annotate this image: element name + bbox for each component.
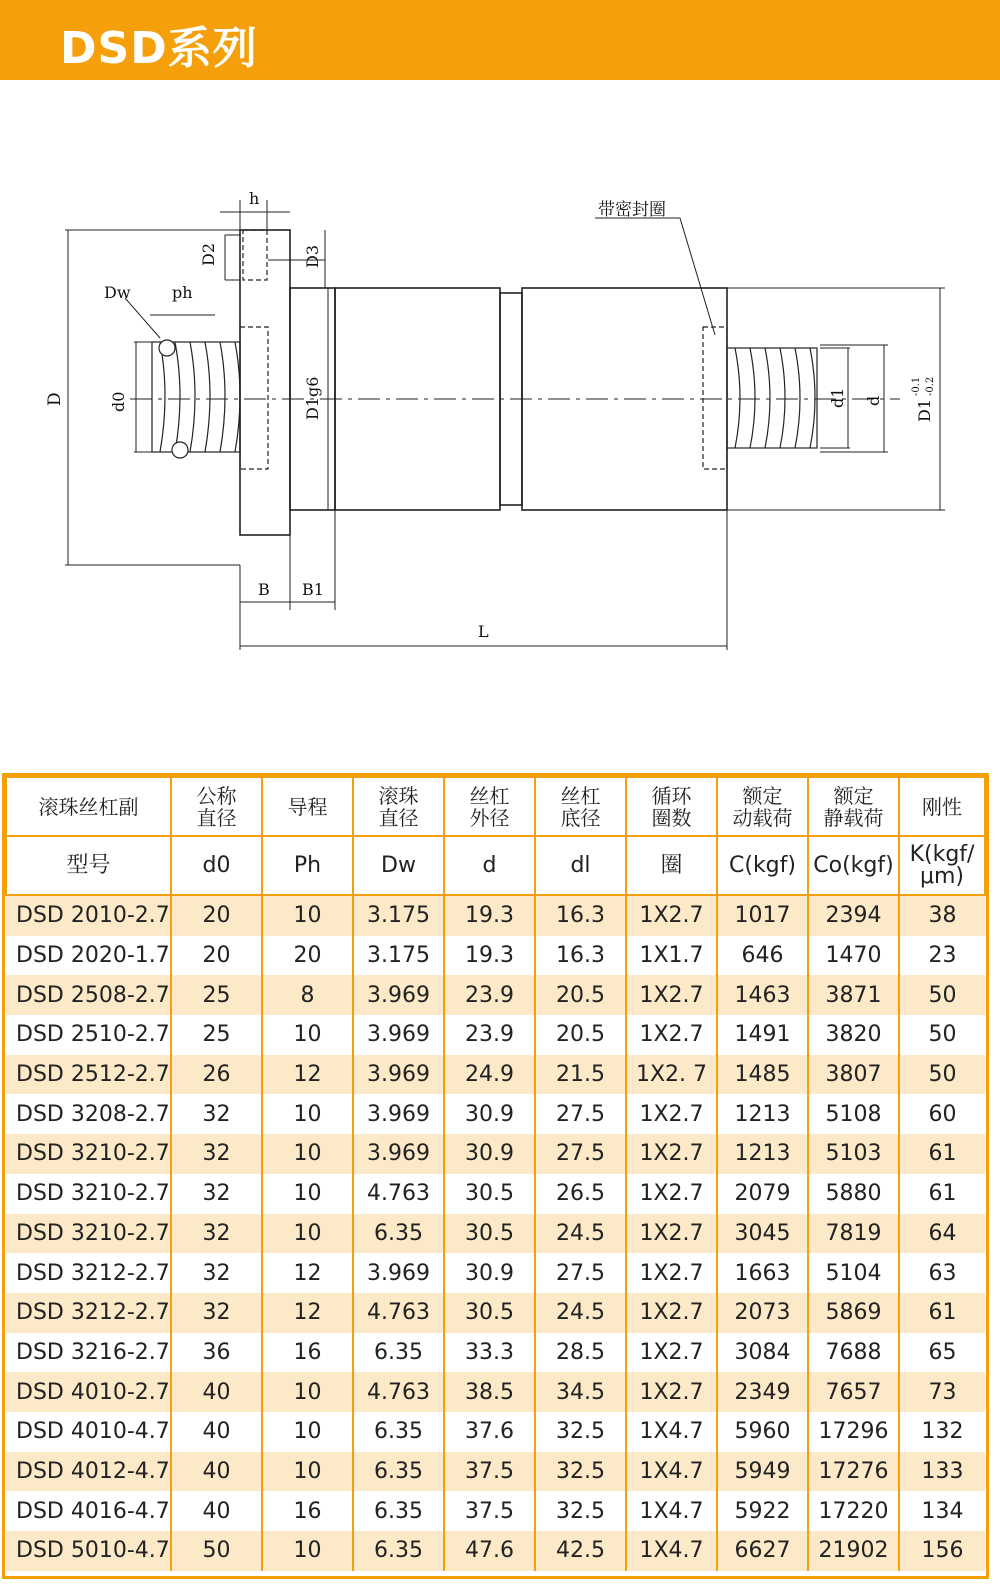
value-cell: 1463 <box>717 975 808 1015</box>
value-cell: 1X1.7 <box>626 936 717 976</box>
table-row <box>6 1094 985 1134</box>
screw-thread-right <box>735 348 815 448</box>
value-cell: 4.763 <box>353 1372 444 1412</box>
table-row <box>6 1293 985 1333</box>
header-text: d <box>482 852 497 878</box>
value-cell: 3.969 <box>353 1055 444 1095</box>
header-text: Co(kgf) <box>813 852 894 878</box>
value-cell: 10 <box>262 1531 353 1571</box>
value-cell: 6.35 <box>353 1491 444 1531</box>
label-tol-lower: -0.2 <box>925 376 936 396</box>
value-cell: 3.969 <box>353 1094 444 1134</box>
label-d: d <box>864 395 883 406</box>
value-cell: 1X2.7 <box>626 1372 717 1412</box>
value-cell: 5922 <box>717 1491 808 1531</box>
value-cell: 1491 <box>717 1015 808 1055</box>
value-cell: 1X2.7 <box>626 1214 717 1254</box>
value-cell: 26.5 <box>535 1174 626 1214</box>
header-text: 静载荷 <box>823 805 884 830</box>
value-cell: 1X2.7 <box>626 1174 717 1214</box>
value-cell: 2079 <box>717 1174 808 1214</box>
value-cell: 3084 <box>717 1333 808 1373</box>
value-cell: 17296 <box>808 1412 899 1452</box>
table-row <box>6 1015 985 1055</box>
label-h: h <box>249 189 260 208</box>
label-D3: D3 <box>303 244 322 268</box>
model-cell: DSD 3210-2.7 <box>6 1134 171 1174</box>
value-cell: 30.9 <box>444 1094 535 1134</box>
header-cell <box>535 836 626 895</box>
label-seal: 带密封圈 <box>598 200 666 220</box>
value-cell: 37.6 <box>444 1412 535 1452</box>
header-cell <box>899 836 985 895</box>
value-cell: 3807 <box>808 1055 899 1095</box>
value-cell: 3.969 <box>353 1134 444 1174</box>
title-banner <box>0 0 1000 80</box>
header-text: 额定 <box>742 783 783 808</box>
value-cell: 1X2.7 <box>626 1253 717 1293</box>
value-cell: 1213 <box>717 1094 808 1134</box>
label-D1-tol: D1 <box>915 398 934 422</box>
value-cell: 1X4.7 <box>626 1491 717 1531</box>
model-cell: DSD 4010-2.7 <box>6 1372 171 1412</box>
model-cell: DSD 2512-2.7 <box>6 1055 171 1095</box>
value-cell: 30.5 <box>444 1174 535 1214</box>
header-row-names <box>6 777 985 836</box>
value-cell: 3.175 <box>353 895 444 936</box>
value-cell: 38 <box>899 895 985 936</box>
table-row <box>6 1174 985 1214</box>
value-cell: 63 <box>899 1253 985 1293</box>
value-cell: 1X2.7 <box>626 1015 717 1055</box>
header-text: C(kgf) <box>729 852 796 878</box>
spec-table-frame <box>2 773 989 1579</box>
value-cell: 40 <box>171 1412 262 1452</box>
value-cell: 32.5 <box>535 1452 626 1492</box>
header-cell <box>717 836 808 895</box>
flange <box>240 230 290 535</box>
label-D1g6: D1g6 <box>303 376 322 420</box>
value-cell: 28.5 <box>535 1333 626 1373</box>
table-row <box>6 1333 985 1373</box>
header-cell <box>626 777 717 836</box>
value-cell: 1X4.7 <box>626 1452 717 1492</box>
header-row-symbols <box>6 836 985 895</box>
table-row <box>6 975 985 1015</box>
header-cell <box>535 777 626 836</box>
value-cell: 26 <box>171 1055 262 1095</box>
value-cell: 20 <box>171 895 262 936</box>
header-text: 直径 <box>196 805 237 830</box>
header-text: 公称 <box>196 783 237 808</box>
value-cell: 21902 <box>808 1531 899 1571</box>
header-cell <box>808 836 899 895</box>
spec-table <box>5 776 986 1571</box>
header-text: 滚珠丝杠副 <box>38 794 139 819</box>
label-tol-upper: -0.1 <box>911 376 922 396</box>
value-cell: 6.35 <box>353 1412 444 1452</box>
value-cell: 23.9 <box>444 975 535 1015</box>
value-cell: 20 <box>171 936 262 976</box>
value-cell: 2394 <box>808 895 899 936</box>
value-cell: 156 <box>899 1531 985 1571</box>
value-cell: 3.175 <box>353 936 444 976</box>
model-cell: DSD 3208-2.7 <box>6 1094 171 1134</box>
value-cell: 47.6 <box>444 1531 535 1571</box>
value-cell: 5960 <box>717 1412 808 1452</box>
value-cell: 20.5 <box>535 975 626 1015</box>
header-cell <box>353 777 444 836</box>
model-cell: DSD 4010-4.7 <box>6 1412 171 1452</box>
value-cell: 30.5 <box>444 1293 535 1333</box>
table-row <box>6 1134 985 1174</box>
value-cell: 24.5 <box>535 1293 626 1333</box>
value-cell: 1485 <box>717 1055 808 1095</box>
header-cell <box>444 836 535 895</box>
value-cell: 10 <box>262 1134 353 1174</box>
value-cell: 60 <box>899 1094 985 1134</box>
label-B1: B1 <box>302 580 324 599</box>
label-d0: d0 <box>109 391 128 412</box>
model-cell: DSD 3210-2.7 <box>6 1214 171 1254</box>
model-cell: DSD 2020-1.7 <box>6 936 171 976</box>
header-text: Ph <box>293 852 322 878</box>
value-cell: 30.5 <box>444 1214 535 1254</box>
value-cell: 25 <box>171 1015 262 1055</box>
value-cell: 1X2. 7 <box>626 1055 717 1095</box>
value-cell: 1017 <box>717 895 808 936</box>
value-cell: 10 <box>262 1214 353 1254</box>
value-cell: 32 <box>171 1293 262 1333</box>
value-cell: 61 <box>899 1293 985 1333</box>
value-cell: 32 <box>171 1174 262 1214</box>
value-cell: 25 <box>171 975 262 1015</box>
header-cell <box>6 836 171 895</box>
header-cell <box>808 777 899 836</box>
value-cell: 16 <box>262 1333 353 1373</box>
header-text: 刚性 <box>922 794 962 819</box>
header-text: 动载荷 <box>732 805 793 830</box>
label-Dw: Dw <box>104 283 131 302</box>
value-cell: 30.9 <box>444 1134 535 1174</box>
value-cell: 42.5 <box>535 1531 626 1571</box>
value-cell: 10 <box>262 1015 353 1055</box>
value-cell: 132 <box>899 1412 985 1452</box>
value-cell: 6.35 <box>353 1333 444 1373</box>
header-text: Dw <box>381 852 416 878</box>
value-cell: 7657 <box>808 1372 899 1412</box>
value-cell: 2073 <box>717 1293 808 1333</box>
value-cell: 1X4.7 <box>626 1531 717 1571</box>
header-cell <box>262 836 353 895</box>
header-text: 底径 <box>560 805 601 830</box>
model-cell: DSD 5010-4.7 <box>6 1531 171 1571</box>
value-cell: 6.35 <box>353 1531 444 1571</box>
value-cell: 1470 <box>808 936 899 976</box>
table-row <box>6 1412 985 1452</box>
value-cell: 5949 <box>717 1452 808 1492</box>
value-cell: 27.5 <box>535 1134 626 1174</box>
table-row <box>6 1253 985 1293</box>
header-text: d0 <box>202 852 231 878</box>
ball-screw-drawing <box>0 170 1000 670</box>
value-cell: 23.9 <box>444 1015 535 1055</box>
value-cell: 10 <box>262 1174 353 1214</box>
value-cell: 5108 <box>808 1094 899 1134</box>
header-text: K(kgf/ <box>909 841 975 867</box>
value-cell: 6.35 <box>353 1214 444 1254</box>
label-L: L <box>478 622 489 641</box>
value-cell: 134 <box>899 1491 985 1531</box>
model-cell: DSD 2510-2.7 <box>6 1015 171 1055</box>
value-cell: 1663 <box>717 1253 808 1293</box>
value-cell: 10 <box>262 1412 353 1452</box>
header-text: dl <box>570 852 591 878</box>
value-cell: 40 <box>171 1452 262 1492</box>
table-row <box>6 1452 985 1492</box>
header-text: 圈 <box>660 852 683 878</box>
value-cell: 40 <box>171 1372 262 1412</box>
header-text: 丝杠 <box>560 783 601 808</box>
value-cell: 6.35 <box>353 1452 444 1492</box>
value-cell: 34.5 <box>535 1372 626 1412</box>
table-row <box>6 1491 985 1531</box>
value-cell: 20 <box>262 936 353 976</box>
value-cell: 37.5 <box>444 1452 535 1492</box>
value-cell: 5869 <box>808 1293 899 1333</box>
label-D2: D2 <box>199 242 218 266</box>
header-cell <box>6 777 171 836</box>
value-cell: 1X2.7 <box>626 895 717 936</box>
value-cell: 12 <box>262 1055 353 1095</box>
value-cell: 27.5 <box>535 1253 626 1293</box>
value-cell: 17276 <box>808 1452 899 1492</box>
value-cell: 20.5 <box>535 1015 626 1055</box>
value-cell: 32 <box>171 1253 262 1293</box>
value-cell: 37.5 <box>444 1491 535 1531</box>
value-cell: 19.3 <box>444 895 535 936</box>
header-cell <box>171 836 262 895</box>
value-cell: 32.5 <box>535 1491 626 1531</box>
model-cell: DSD 4012-4.7 <box>6 1452 171 1492</box>
model-cell: DSD 3216-2.7 <box>6 1333 171 1373</box>
table-row <box>6 1055 985 1095</box>
header-text: 滚珠 <box>378 783 419 808</box>
label-d1: d1 <box>828 387 847 408</box>
value-cell: 8 <box>262 975 353 1015</box>
value-cell: 16 <box>262 1491 353 1531</box>
value-cell: 4.763 <box>353 1174 444 1214</box>
header-text: 循环 <box>651 783 692 808</box>
value-cell: 1X4.7 <box>626 1412 717 1452</box>
value-cell: 32 <box>171 1214 262 1254</box>
model-cell: DSD 2508-2.7 <box>6 975 171 1015</box>
value-cell: 3.969 <box>353 975 444 1015</box>
header-text: 外径 <box>469 805 510 830</box>
value-cell: 30.9 <box>444 1253 535 1293</box>
value-cell: 24.5 <box>535 1214 626 1254</box>
value-cell: 50 <box>171 1531 262 1571</box>
header-cell <box>899 777 985 836</box>
value-cell: 10 <box>262 1094 353 1134</box>
value-cell: 1X2.7 <box>626 1094 717 1134</box>
value-cell: 32.5 <box>535 1412 626 1452</box>
value-cell: 32 <box>171 1094 262 1134</box>
value-cell: 1X2.7 <box>626 1333 717 1373</box>
header-cell <box>444 777 535 836</box>
model-cell: DSD 3212-2.7 <box>6 1253 171 1293</box>
value-cell: 4.763 <box>353 1293 444 1333</box>
value-cell: 50 <box>899 975 985 1015</box>
value-cell: 50 <box>899 1015 985 1055</box>
value-cell: 3.969 <box>353 1253 444 1293</box>
value-cell: 6627 <box>717 1531 808 1571</box>
value-cell: 32 <box>171 1134 262 1174</box>
value-cell: 38.5 <box>444 1372 535 1412</box>
header-text: 额定 <box>833 783 874 808</box>
value-cell: 3871 <box>808 975 899 1015</box>
value-cell: 7688 <box>808 1333 899 1373</box>
label-B: B <box>258 580 270 599</box>
value-cell: 1213 <box>717 1134 808 1174</box>
value-cell: 2349 <box>717 1372 808 1412</box>
table-row <box>6 1372 985 1412</box>
value-cell: 5880 <box>808 1174 899 1214</box>
table-row <box>6 1531 985 1571</box>
value-cell: 12 <box>262 1293 353 1333</box>
value-cell: 1X2.7 <box>626 1134 717 1174</box>
value-cell: 3.969 <box>353 1015 444 1055</box>
header-text: 直径 <box>378 805 419 830</box>
value-cell: 16.3 <box>535 936 626 976</box>
header-cell <box>717 777 808 836</box>
header-text: 圈数 <box>651 805 692 830</box>
value-cell: 16.3 <box>535 895 626 936</box>
value-cell: 40 <box>171 1491 262 1531</box>
value-cell: 646 <box>717 936 808 976</box>
value-cell: 7819 <box>808 1214 899 1254</box>
value-cell: 61 <box>899 1174 985 1214</box>
value-cell: 50 <box>899 1055 985 1095</box>
model-cell: DSD 3212-2.7 <box>6 1293 171 1333</box>
value-cell: 21.5 <box>535 1055 626 1095</box>
value-cell: 133 <box>899 1452 985 1492</box>
header-text: 型号 <box>66 852 111 878</box>
value-cell: 10 <box>262 1372 353 1412</box>
value-cell: 36 <box>171 1333 262 1373</box>
value-cell: 3820 <box>808 1015 899 1055</box>
header-cell <box>353 836 444 895</box>
value-cell: 10 <box>262 1452 353 1492</box>
header-text: 丝杠 <box>469 783 510 808</box>
value-cell: 1X2.7 <box>626 1293 717 1333</box>
header-cell <box>626 836 717 895</box>
table-row <box>6 1214 985 1254</box>
value-cell: 73 <box>899 1372 985 1412</box>
page-title: DSD系列 <box>60 23 258 74</box>
model-cell: DSD 3210-2.7 <box>6 1174 171 1214</box>
model-cell: DSD 2010-2.7 <box>6 895 171 936</box>
header-cell <box>171 777 262 836</box>
value-cell: 27.5 <box>535 1094 626 1134</box>
value-cell: 5104 <box>808 1253 899 1293</box>
model-cell: DSD 4016-4.7 <box>6 1491 171 1531</box>
label-D: D <box>45 392 65 406</box>
value-cell: 61 <box>899 1134 985 1174</box>
value-cell: 10 <box>262 895 353 936</box>
value-cell: 19.3 <box>444 936 535 976</box>
header-cell <box>262 777 353 836</box>
header-text: 导程 <box>287 794 328 819</box>
table-row <box>6 895 985 936</box>
value-cell: 33.3 <box>444 1333 535 1373</box>
value-cell: 1X2.7 <box>626 975 717 1015</box>
value-cell: 24.9 <box>444 1055 535 1095</box>
value-cell: 5103 <box>808 1134 899 1174</box>
value-cell: 65 <box>899 1333 985 1373</box>
value-cell: 3045 <box>717 1214 808 1254</box>
value-cell: 12 <box>262 1253 353 1293</box>
value-cell: 17220 <box>808 1491 899 1531</box>
table-row <box>6 936 985 976</box>
value-cell: 23 <box>899 936 985 976</box>
value-cell: 64 <box>899 1214 985 1254</box>
header-text: μm) <box>919 863 964 889</box>
label-ph: ph <box>172 283 193 302</box>
